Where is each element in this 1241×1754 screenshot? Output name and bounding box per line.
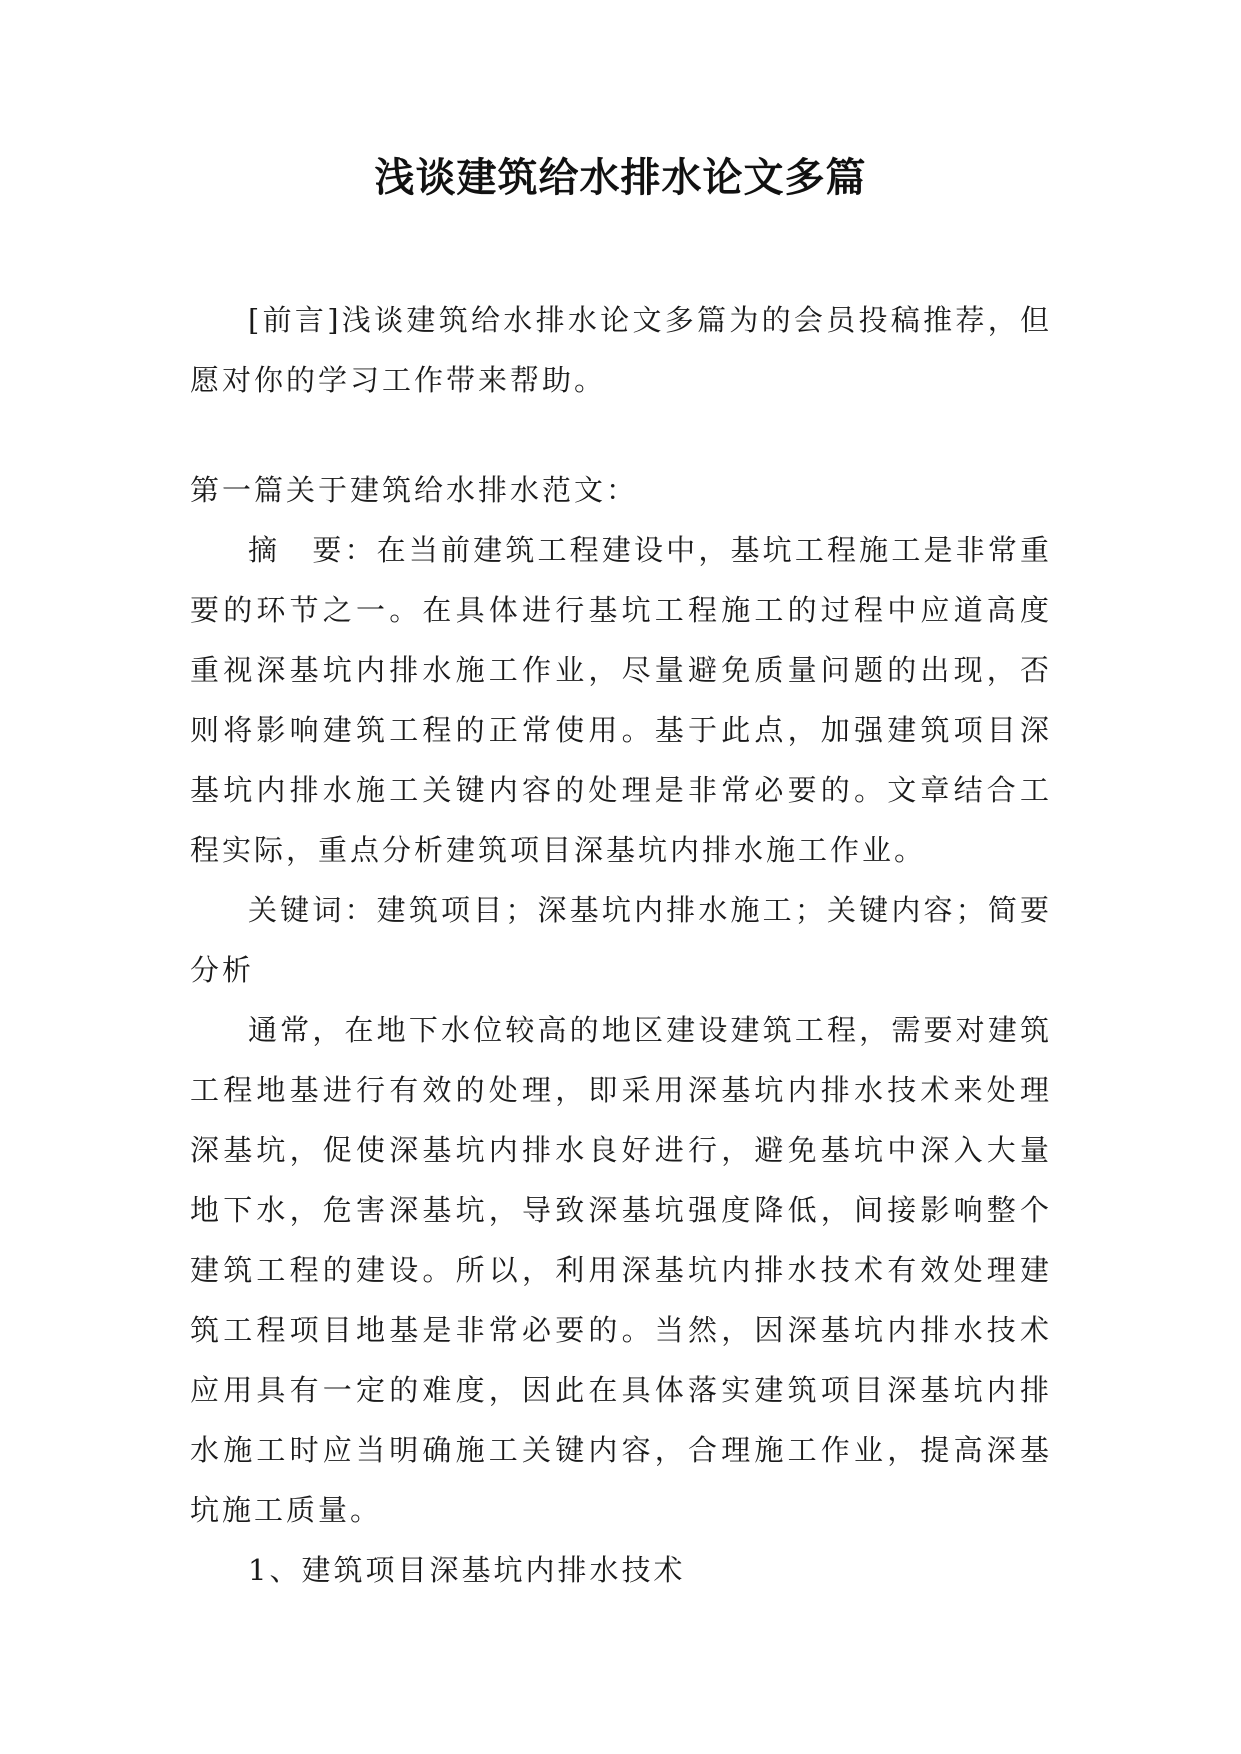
subheading: 1、建筑项目深基坑内排水技术 [248,1553,686,1587]
document-title: 浅谈建筑给水排水论文多篇 [374,155,867,201]
section-heading-block [190,460,1052,520]
keywords-paragraph: 关键词：建筑项目；深基坑内排水施工；关键内容；简要分析 [190,893,1052,987]
section-heading: 第一篇关于建筑给水排水范文： [190,473,639,507]
intro-block [190,290,1052,410]
intro-paragraph: [前言]浅谈建筑给水排水论文多篇为的会员投稿推荐，但愿对你的学习工作带来帮助。 [190,303,1052,397]
abstract-paragraph: 摘 要：在当前建筑工程建设中，基坑工程施工是非常重要的环节之一。在具体进行基坑工程施工的过程中应道高度重视深基坑内排水施工作业，尽量避免质量问题的出现，否则将影响建筑工程的正常使用。基于此点，加强建筑项目深基坑内排水施工关键内容的处理是非常必要的。文章结合工程实际，重点分析建筑项目深基坑内排水施工作业。 [190,533,1052,867]
article-body [190,520,1052,1600]
body-paragraph: 通常，在地下水位较高的地区建设建筑工程，需要对建筑工程地基进行有效的处理，即采用深基坑内排水技术来处理深基坑，促使深基坑内排水良好进行，避免基坑中深入大量地下水，危害深基坑，导致深基坑强度降低，间接影响整个建筑工程的建设。所以，利用深基坑内排水技术有效处理建筑工程项目地基是非常必要的。当然，因深基坑内排水技术应用具有一定的难度，因此在具体落实建筑项目深基坑内排水施工时应当明确施工关键内容，合理施工作业，提高深基坑施工质量。 [190,1013,1052,1527]
